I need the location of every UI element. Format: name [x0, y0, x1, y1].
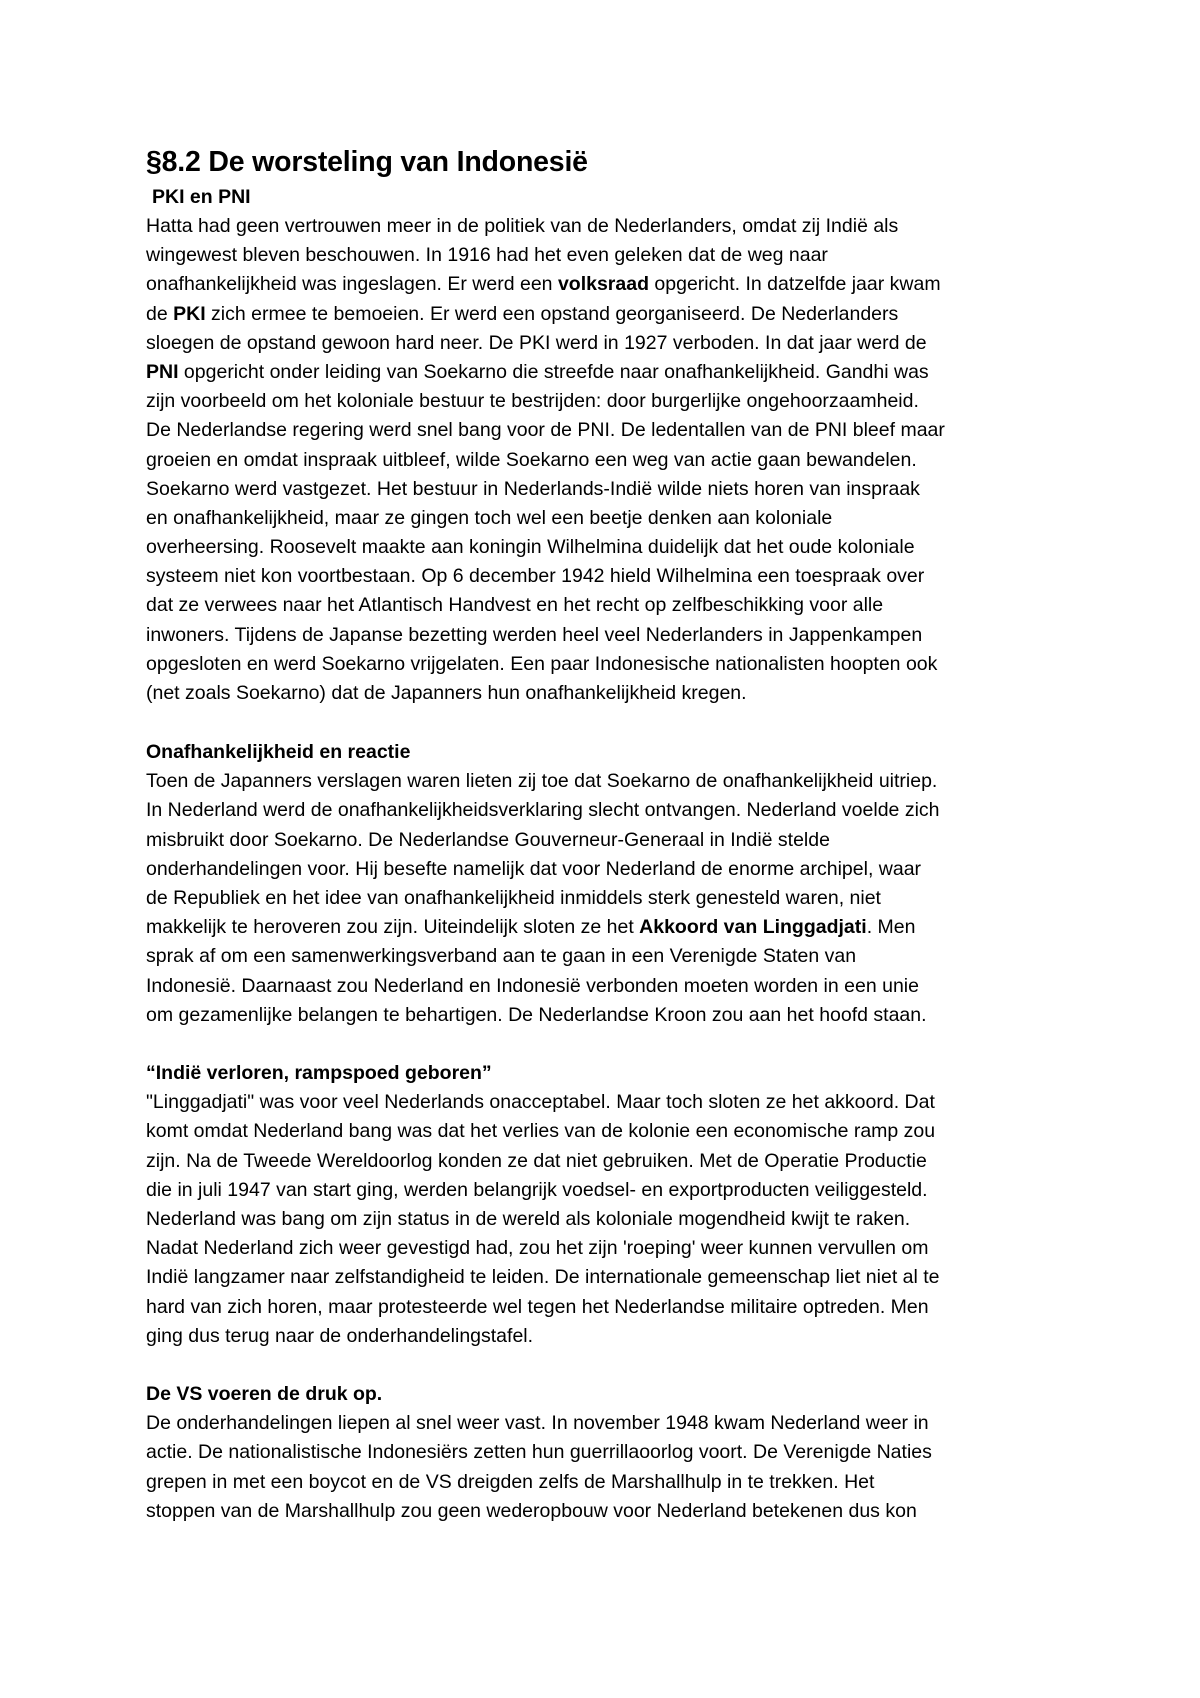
text-line: opgesloten en werd Soekarno vrijgelaten. Een paar Indonesische nationalisten hoopten ook — [146, 652, 938, 675]
text-line: stoppen van de Marshallhulp zou geen wederopbouw voor Nederland betekenen dus kon — [146, 1499, 917, 1522]
bold-term: PNI — [146, 360, 179, 383]
bold-term: Akkoord van Linggadjati — [639, 916, 867, 939]
text-line: makkelijk te heroveren zou zijn. Uiteindelijk sloten ze het Akkoord van Linggadjati. Men — [146, 916, 916, 939]
text-line: en onafhankelijkheid, maar ze gingen toch wel een beetje denken aan koloniale — [146, 506, 833, 529]
section-heading-vs-druk: De VS voeren de druk op. — [146, 1383, 383, 1405]
text-line: PNI opgericht onder leiding van Soekarno die streefde naar onafhankelijkheid. Gandhi was — [146, 360, 929, 383]
text-line: de PKI zich ermee te bemoeien. Er werd een opstand georganiseerd. De Nederlanders — [146, 302, 899, 325]
text-line: misbruikt door Soekarno. De Nederlandse Gouverneur-Generaal in Indië stelde — [146, 828, 830, 851]
text-line: Indonesië. Daarnaast zou Nederland en Indonesië verbonden moeten worden in een unie — [146, 974, 919, 997]
text-line: zijn voorbeeld om het koloniale bestuur te bestrijden: door burgerlijke ongehoorzaamheid. — [146, 390, 919, 413]
text-line: inwoners. Tijdens de Japanse bezetting werden heel veel Nederlanders in Jappenkampen — [146, 623, 923, 646]
text-line: onafhankelijkheid was ingeslagen. Er werd een volksraad opgericht. In datzelfde jaar kwam — [146, 273, 941, 296]
section-heading-pki-pni: PKI en PNI — [152, 186, 251, 208]
section-body-pki-pni — [146, 212, 1086, 708]
text-line: overheersing. Roosevelt maakte aan koningin Wilhelmina duidelijk dat het oude koloniale — [146, 536, 915, 559]
text-line: "Linggadjati" was voor veel Nederlands onacceptabel. Maar toch sloten ze het akkoord. Dat — [146, 1091, 935, 1114]
section-heading-indie-verloren: “Indië verloren, rampspoed geboren” — [146, 1062, 492, 1084]
bold-term: volksraad — [557, 273, 649, 296]
text-line: Soekarno werd vastgezet. Het bestuur in Nederlands-Indië wilde niets horen van inspraak — [146, 477, 920, 500]
section-body-onafhankelijkheid — [146, 767, 1086, 1030]
text-line: zijn. Na de Tweede Wereldoorlog konden ze dat niet gebruiken. Met de Operatie Productie — [146, 1149, 927, 1172]
text-line: om gezamenlijke belangen te behartigen. De Nederlandse Kroon zou aan het hoofd staan. — [146, 1003, 927, 1026]
text-line: Indië langzamer naar zelfstandigheid te leiden. De internationale gemeenschap liet niet al te — [146, 1266, 940, 1289]
text-line: de Republiek en het idee van onafhankelijkheid inmiddels sterk genesteld waren, niet — [146, 886, 881, 909]
text-line: onderhandelingen voor. Hij besefte namelijk dat voor Nederland de enorme archipel, waar — [146, 857, 922, 880]
text-line: komt omdat Nederland bang was dat het verlies van de kolonie een economische ramp zou — [146, 1120, 936, 1143]
text-line: Toen de Japanners verslagen waren lieten zij toe dat Soekarno de onafhankelijkheid uitriep. — [146, 770, 938, 793]
text-line: De onderhandelingen liepen al snel weer vast. In november 1948 kwam Nederland weer in — [146, 1412, 929, 1435]
text-line: sprak af om een samenwerkingsverband aan te gaan in een Verenigde Staten van — [146, 945, 857, 968]
section-indie-verloren — [146, 1059, 1086, 1351]
text-line: groeien en omdat inspraak uitbleef, wilde Soekarno een weg van actie gaan bewandelen. — [146, 448, 917, 471]
text-line: (net zoals Soekarno) dat de Japanners hun onafhankelijkheid kregen. — [146, 682, 747, 704]
section-heading-onafhankelijkheid: Onafhankelijkheid en reactie — [146, 741, 411, 763]
text-line: systeem niet kon voortbestaan. Op 6 december 1942 hield Wilhelmina een toespraak over — [146, 565, 925, 588]
text-line: sloegen de opstand gewoon hard neer. De PKI werd in 1927 verboden. In dat jaar werd de — [146, 331, 927, 354]
page-title: §8.2 De worsteling van Indonesië — [146, 146, 588, 178]
text-line: Nederland was bang om zijn status in de wereld als koloniale mogendheid kwijt te raken. — [146, 1207, 911, 1230]
text-line: hard van zich horen, maar protesteerde wel tegen het Nederlandse militaire optreden. Men — [146, 1295, 929, 1318]
text-line: die in juli 1947 van start ging, werden belangrijk voedsel- en exportproducten veiliggesteld. — [146, 1178, 928, 1201]
text-line: In Nederland werd de onafhankelijkheidsverklaring slecht ontvangen. Nederland voelde zich — [146, 799, 940, 822]
bold-term: PKI — [173, 302, 206, 325]
section-body-indie-verloren — [146, 1088, 1086, 1351]
text-line: dat ze verwees naar het Atlantisch Handvest en het recht op zelfbeschikking voor alle — [146, 594, 884, 617]
text-line: ging dus terug naar de onderhandelingstafel. — [146, 1324, 534, 1347]
text-line: Nadat Nederland zich weer gevestigd had, zou het zijn 'roeping' weer kunnen vervullen om — [146, 1237, 929, 1260]
text-line: De Nederlandse regering werd snel bang voor de PNI. De ledentallen van de PNI bleef maar — [146, 419, 945, 442]
text-line: wingewest bleven beschouwen. In 1916 had het even geleken dat de weg naar — [146, 244, 828, 267]
text-line: grepen in met een boycot en de VS dreigden zelfs de Marshallhulp in te trekken. Het — [146, 1470, 875, 1493]
section-body-vs-druk — [146, 1409, 1086, 1526]
text-line: actie. De nationalistische Indonesiërs zetten hun guerrillaoorlog voort. De Verenigde Naties — [146, 1441, 932, 1464]
section-onafhankelijkheid — [146, 738, 1086, 1030]
text-line: Hatta had geen vertrouwen meer in de politiek van de Nederlanders, omdat zij Indië als — [146, 215, 899, 237]
section-vs-druk — [146, 1380, 1086, 1526]
